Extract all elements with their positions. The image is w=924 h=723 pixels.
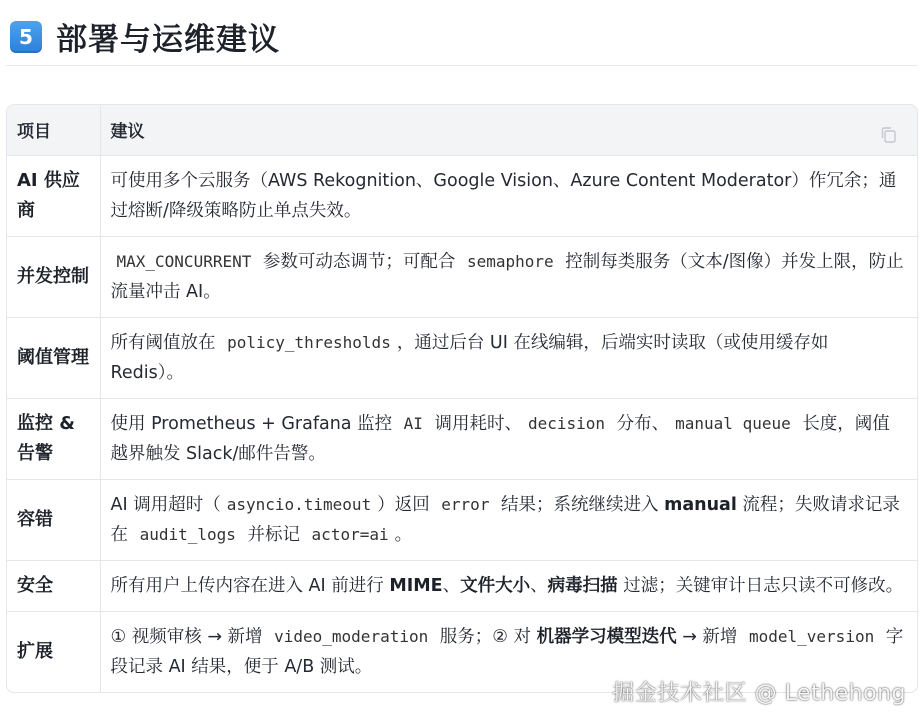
inline-code: error [441, 494, 490, 514]
inline-code: MAX_CONCURRENT [116, 251, 252, 271]
text-segment: 控制每类服务（文本/图像）并发上限，防止流量冲击 AI。 [110, 251, 904, 302]
section-heading [10, 14, 280, 59]
text-segment: 字段记录 AI 结果，便于 A/B 测试。 [110, 626, 904, 677]
row-item-label: 安全 [7, 560, 100, 611]
row-suggestion [100, 236, 917, 317]
table-row [7, 560, 917, 611]
keycap-number-badge: 5 [10, 21, 42, 53]
inline-code: policy_thresholds [227, 332, 391, 352]
text-segment: 可使用多个云服务（AWS Rekognition、Google Vision、Azure Content Moderator）作冗余；通过熔断/降级策略防止单点失效。 [110, 170, 897, 221]
watermark: 掘金技术社区 @ Lethehong [612, 681, 906, 706]
table-row [7, 398, 917, 479]
text-segment: 流程；失败请求记录在 [110, 494, 900, 545]
row-item-label: 监控 & 告警 [7, 398, 100, 479]
table-row [7, 479, 917, 560]
inline-code: model_version [748, 626, 875, 646]
text-segment: → 新增 [676, 626, 743, 647]
text-segment: 服务；② 对 [434, 626, 537, 647]
text-segment: 、 [442, 575, 461, 596]
text-segment: 结果；系统继续进入 [495, 494, 665, 515]
table-row [7, 155, 917, 236]
inline-code: AI [403, 413, 423, 433]
bold-text: 机器学习模型迭代 [536, 626, 677, 647]
text-segment: 长度，阈值越界触发 Slack/邮件告警。 [110, 413, 890, 464]
table-row [7, 317, 917, 398]
bold-text: 文件大小 [460, 575, 531, 596]
header-suggestion: 建议 [100, 105, 917, 155]
inline-code: actor=ai [311, 524, 389, 544]
text-segment: ）返回 [377, 494, 436, 515]
recommendation-table-container [6, 104, 918, 693]
text-segment: 所有用户上传内容在进入 AI 前进行 [110, 575, 390, 596]
table-header-row [7, 105, 917, 155]
header-item: 项目 [7, 105, 100, 155]
row-item-label: 容错 [7, 479, 100, 560]
row-suggestion [100, 317, 917, 398]
inline-code: asyncio.timeout [226, 494, 372, 514]
heading-divider [6, 65, 918, 66]
row-suggestion [100, 560, 917, 611]
row-item-label: 阈值管理 [7, 317, 100, 398]
section-title: 部署与运维建议 [56, 22, 280, 58]
table-row [7, 236, 917, 317]
inline-code: semaphore [466, 251, 554, 271]
row-item-label: 扩展 [7, 611, 100, 692]
bold-text: MIME [389, 575, 443, 596]
text-segment: AI 调用超时（ [110, 494, 221, 515]
text-segment: 。 [394, 524, 413, 545]
text-segment: ① 视频审核 → 新增 [110, 626, 269, 647]
inline-code: decision [528, 413, 606, 433]
text-segment: 调用耗时、 [428, 413, 522, 434]
row-suggestion [100, 398, 917, 479]
text-segment: 、 [530, 575, 548, 596]
inline-code: manual queue [675, 413, 791, 433]
copy-icon[interactable] [879, 125, 899, 145]
bold-text: manual [664, 494, 737, 515]
recommendation-table [7, 105, 917, 692]
row-item-label: 并发控制 [7, 236, 100, 317]
inline-code: audit_logs [139, 524, 236, 544]
text-segment: 过滤；关键审计日志只读不可修改。 [617, 575, 904, 596]
bold-text: 病毒扫描 [547, 575, 618, 596]
inline-code: video_moderation [274, 626, 429, 646]
text-segment: 所有阈值放在 [110, 332, 222, 353]
text-segment: 并标记 [241, 524, 306, 545]
row-item-label: AI 供应商 [7, 155, 100, 236]
text-segment: 参数可动态调节；可配合 [257, 251, 461, 272]
row-suggestion [100, 155, 917, 236]
row-suggestion [100, 479, 917, 560]
text-segment: 使用 Prometheus + Grafana 监控 [110, 413, 398, 434]
text-segment: 分布、 [611, 413, 670, 434]
text-segment: ，通过后台 UI 在线编辑，后端实时读取（或使用缓存如 Redis）。 [110, 332, 829, 383]
